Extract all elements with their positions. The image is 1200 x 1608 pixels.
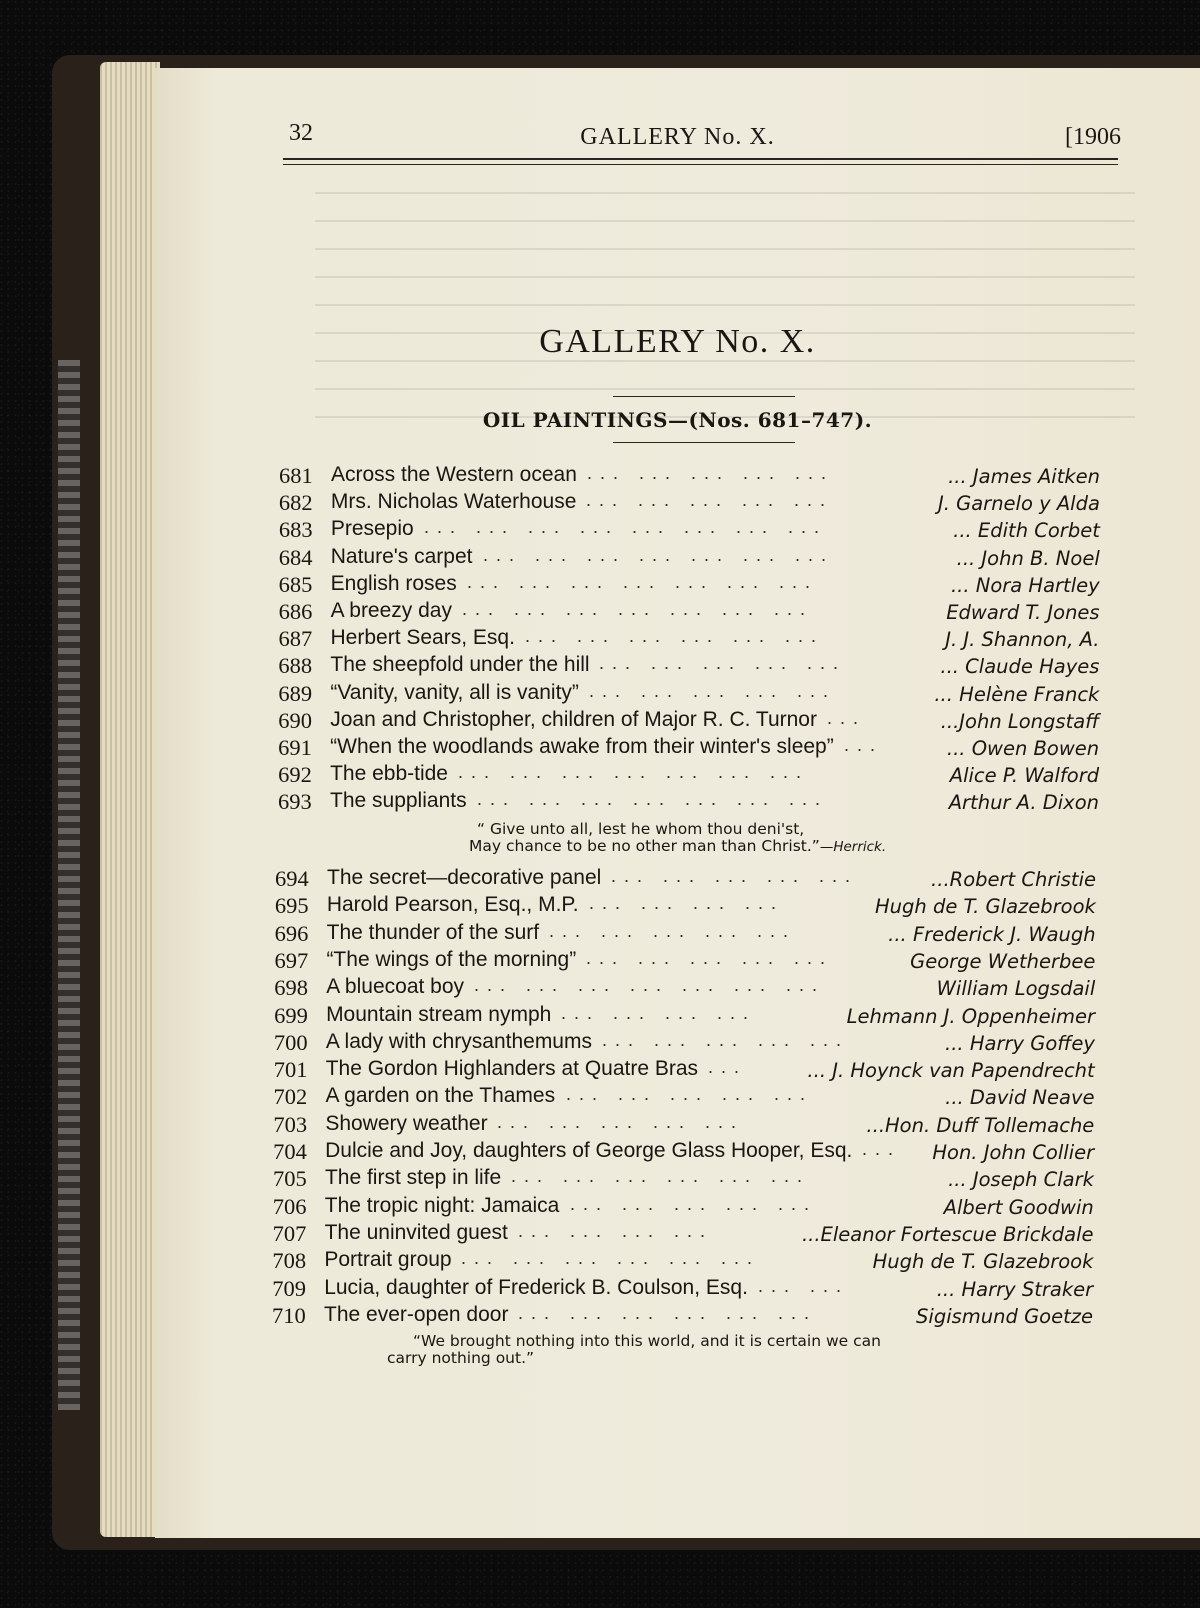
entry-number: 696 <box>274 920 309 946</box>
quote-source: —Herrick. <box>819 838 887 855</box>
catalogue-entry <box>155 599 1200 627</box>
leader-dots: ... ... ... ... ... <box>586 490 834 511</box>
entry-number: 690 <box>278 707 312 733</box>
catalogue-entry <box>155 1003 1200 1031</box>
leader-dots: ... ... ... ... ... ... ... <box>462 599 814 619</box>
catalogue-entry <box>155 1276 1200 1304</box>
entry-title: English roses <box>330 571 457 595</box>
catalogue-entry <box>155 948 1200 976</box>
page-edges <box>100 62 160 1537</box>
entry-number: 693 <box>278 789 312 815</box>
entry-number: 698 <box>274 975 308 1001</box>
entry-title: Nature's carpet <box>330 544 473 568</box>
entry-number: 708 <box>272 1248 307 1274</box>
entry-number: 692 <box>278 762 312 788</box>
entry-artist: ...Robert Christie <box>931 868 1096 891</box>
entry-title: The uninvited guest <box>324 1220 508 1244</box>
catalogue-entry <box>155 762 1200 790</box>
catalogue-entry <box>155 789 1200 817</box>
catalogue-entry <box>155 735 1200 763</box>
catalogue-entry <box>155 490 1200 518</box>
entry-artist: ... Frederick J. Waugh <box>888 922 1096 946</box>
catalogue-entry <box>155 572 1200 600</box>
entry-artist: Lehmann J. Oppenheimer <box>846 1004 1096 1028</box>
entry-number: 691 <box>278 735 312 760</box>
gallery-title: GALLERY No. X. <box>539 323 816 360</box>
entry-number: 702 <box>273 1084 308 1110</box>
entry-artist: Arthur A. Dixon <box>948 791 1099 815</box>
title-rule-bottom <box>613 442 795 443</box>
leader-dots: ... ... ... ... ... ... ... ... <box>424 517 828 538</box>
quote-scripture <box>387 1333 881 1367</box>
entry-artist: ... John B. Noel <box>956 546 1100 570</box>
entry-artist: ... Owen Bowen <box>946 737 1100 760</box>
entry-artist: Edward T. Jones <box>946 601 1100 624</box>
leader-dots: ... ... ... ... ... ... ... <box>458 762 810 783</box>
book-binding-stitching <box>58 360 80 1410</box>
entry-title: “Vanity, vanity, all is vanity” <box>330 680 579 704</box>
leader-dots: ... ... ... ... ... ... <box>525 626 825 647</box>
header-rule <box>283 158 1118 160</box>
entry-number: 710 <box>272 1302 306 1328</box>
quote-herrick <box>469 821 886 856</box>
leader-dots: ... ... ... ... <box>518 1220 714 1241</box>
entry-title: Across the Western ocean <box>331 463 577 486</box>
entry-artist: J. Garnelo y Alda <box>937 492 1100 516</box>
catalogue-entry <box>155 626 1200 654</box>
entry-artist: J. J. Shannon, A. <box>945 628 1100 652</box>
leader-dots: ... ... ... ... ... <box>587 463 835 483</box>
leader-dots: ... ... <box>758 1275 850 1296</box>
entry-title: Lucia, daughter of Frederick B. Coulson, Esq. <box>324 1275 748 1299</box>
entry-number: 704 <box>273 1139 307 1164</box>
leader-dots: ... <box>844 735 884 755</box>
page-number: 32 <box>289 120 313 146</box>
entry-title: A garden on the Thames <box>325 1084 556 1108</box>
entry-title: Mountain stream nymph <box>326 1002 552 1026</box>
entry-title: Presepio <box>330 517 414 541</box>
entry-artist: ... Edith Corbet <box>953 519 1100 543</box>
running-year: [1906 <box>1065 124 1121 150</box>
entry-number: 699 <box>274 1002 308 1028</box>
leader-dots: ... ... ... ... ... <box>497 1111 745 1132</box>
section-subtitle: OIL PAINTINGS—(Nos. 681–747). <box>482 408 873 432</box>
entry-number: 686 <box>278 599 313 624</box>
catalogue-entry <box>155 1221 1200 1249</box>
quote-line: carry nothing out.” <box>387 1349 535 1368</box>
leader-dots: ... ... ... ... ... ... ... <box>477 789 829 810</box>
quote-line: May chance to be no other man than Christ.” <box>469 836 820 855</box>
quote-line: “We brought nothing into this world, and it is certain we can <box>413 1332 881 1351</box>
entry-title: Portrait group <box>324 1248 452 1272</box>
entry-title: A breezy day <box>330 599 452 622</box>
entry-artist: ... Helène Franck <box>934 682 1100 706</box>
quote-line: “ Give unto all, lest he whom thou deni'st, <box>477 819 805 838</box>
entry-number: 683 <box>278 517 313 543</box>
entry-artist: ... J. Hoynck van Papendrecht <box>807 1059 1095 1083</box>
leader-dots: ... ... ... ... <box>561 1002 757 1023</box>
entry-title: Showery weather <box>325 1111 488 1135</box>
entry-title: Herbert Sears, Esq. <box>330 626 515 650</box>
entry-title: The ever-open door <box>324 1302 509 1326</box>
entry-artist: ...Eleanor Fortescue Brickdale <box>801 1222 1094 1246</box>
leader-dots: ... ... ... ... ... <box>602 1029 850 1050</box>
catalogue-entry <box>155 975 1200 1003</box>
title-rule-top <box>613 396 795 397</box>
catalogue-entry <box>155 1139 1200 1167</box>
entry-title: Dulcie and Joy, daughters of George Glass Hooper, Esq. <box>325 1139 853 1162</box>
leader-dots: ... ... ... ... ... <box>570 1193 818 1214</box>
entry-artist: Hugh de T. Glazebrook <box>875 895 1096 919</box>
entry-artist: George Wetherbee <box>910 949 1096 973</box>
entry-number: 709 <box>272 1275 306 1301</box>
entry-number: 685 <box>278 571 313 597</box>
entry-number: 705 <box>272 1166 307 1192</box>
entry-artist: Hugh de T. Glazebrook <box>872 1250 1094 1274</box>
entry-title: The suppliants <box>330 789 467 813</box>
leader-dots: ... ... ... ... ... <box>611 866 859 886</box>
entry-title: “When the woodlands awake from their winter's sleep” <box>330 735 834 758</box>
entry-number: 703 <box>273 1111 308 1137</box>
entry-number: 694 <box>275 866 309 891</box>
entry-title: Harold Pearson, Esq., M.P. <box>326 893 579 917</box>
running-head <box>155 68 1200 178</box>
entry-artist: ... James Aitken <box>948 465 1100 488</box>
entry-title: Mrs. Nicholas Waterhouse <box>330 490 577 514</box>
entry-title: The tropic night: Jamaica <box>324 1193 560 1217</box>
catalogue-entry <box>155 517 1200 545</box>
entry-number: 681 <box>279 463 313 488</box>
header-rule-thin <box>283 164 1118 165</box>
leader-dots: ... ... ... ... ... <box>599 653 847 674</box>
entry-artist: ... Harry Goffey <box>945 1031 1095 1055</box>
leader-dots: ... ... ... ... ... ... ... <box>483 544 835 565</box>
entry-number: 706 <box>272 1193 307 1219</box>
entry-number: 684 <box>278 544 313 570</box>
entry-number: 682 <box>278 490 313 516</box>
entry-artist: ... David Neave <box>945 1086 1095 1110</box>
entry-number: 689 <box>278 680 313 706</box>
entry-artist: Hon. John Collier <box>932 1141 1095 1164</box>
entry-artist: Alice P. Walford <box>949 764 1100 788</box>
catalogue-entry <box>155 708 1200 736</box>
catalogue-entry <box>155 653 1200 681</box>
catalogue-entry <box>155 545 1200 573</box>
entry-number: 687 <box>278 626 313 652</box>
entry-number: 701 <box>273 1057 308 1083</box>
bleed-through <box>315 180 1135 430</box>
leader-dots: ... ... ... ... ... ... <box>518 1302 818 1323</box>
catalogue-entry <box>155 1303 1200 1331</box>
leader-dots: ... ... ... ... ... <box>586 947 834 968</box>
catalogue-entry <box>155 1194 1200 1222</box>
entry-number: 707 <box>272 1220 307 1246</box>
catalogue-entry <box>155 1030 1200 1058</box>
catalogue-entry <box>155 921 1200 949</box>
leader-dots: ... <box>708 1057 748 1078</box>
book-page <box>155 68 1200 1538</box>
entry-number: 695 <box>274 893 309 919</box>
entry-title: “The wings of the morning” <box>326 947 577 971</box>
leader-dots: ... ... ... ... ... <box>566 1084 814 1105</box>
entry-title: A lady with chrysanthemums <box>325 1029 592 1053</box>
catalogue-entry <box>155 893 1200 921</box>
running-title: GALLERY No. X. <box>580 124 775 150</box>
entry-artist: William Logsdail <box>936 977 1096 1001</box>
entry-title: The Gordon Highlanders at Quatre Bras <box>325 1057 699 1081</box>
leader-dots: ... <box>827 707 867 728</box>
entry-title: Joan and Christopher, children of Major R. C. Turnor <box>330 707 817 731</box>
entry-artist: Albert Goodwin <box>943 1195 1094 1219</box>
catalogue-entry <box>155 681 1200 709</box>
catalogue-entry <box>155 1084 1200 1112</box>
leader-dots: ... ... ... ... ... ... <box>511 1166 811 1187</box>
catalogue-entry <box>155 866 1200 894</box>
entry-artist: ... Claude Hayes <box>940 655 1100 679</box>
entry-title: A bluecoat boy <box>326 975 465 999</box>
entry-number: 688 <box>278 653 313 679</box>
catalogue-entry <box>155 1166 1200 1194</box>
catalogue-entry <box>155 1057 1200 1085</box>
entry-artist: Sigismund Goetze <box>916 1304 1093 1328</box>
leader-dots: ... ... ... ... ... ... ... <box>467 571 819 592</box>
leader-dots: ... ... ... ... ... <box>589 680 837 701</box>
entry-title: The first step in life <box>324 1166 502 1190</box>
entry-title: The ebb-tide <box>330 762 448 786</box>
catalogue-entry <box>155 1248 1200 1276</box>
catalogue-entry <box>155 1112 1200 1140</box>
leader-dots: ... <box>862 1139 902 1159</box>
entry-title: The thunder of the surf <box>326 920 540 944</box>
entry-number: 697 <box>274 947 309 973</box>
leader-dots: ... ... ... ... <box>589 893 785 914</box>
entry-number: 700 <box>273 1029 308 1055</box>
entry-artist: ... Nora Hartley <box>950 573 1100 597</box>
leader-dots: ... ... ... ... ... ... <box>461 1248 761 1269</box>
entry-artist: ...Hon. Duff Tollemache <box>866 1113 1095 1137</box>
entry-artist: ...John Longstaff <box>940 709 1100 733</box>
entry-artist: ... Joseph Clark <box>948 1168 1094 1192</box>
entry-title: The secret—decorative panel <box>327 866 602 889</box>
entry-artist: ... Harry Straker <box>936 1277 1094 1301</box>
leader-dots: ... ... ... ... ... ... ... <box>474 975 826 996</box>
catalogue-entry <box>155 463 1200 491</box>
leader-dots: ... ... ... ... ... <box>549 920 797 941</box>
entry-title: The sheepfold under the hill <box>330 653 590 677</box>
